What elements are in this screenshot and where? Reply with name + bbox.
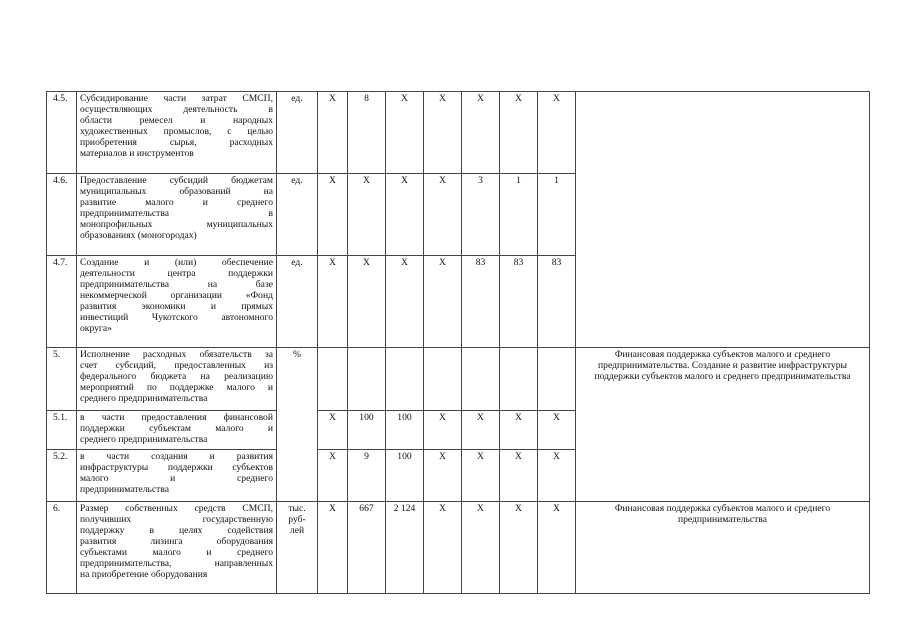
value-cell: Х — [424, 450, 462, 502]
value-cell: Х — [318, 92, 348, 174]
value-cell: 1 — [500, 174, 538, 256]
row-unit: ед. — [277, 92, 318, 174]
value-cell — [348, 348, 386, 411]
indicators-table — [46, 91, 870, 594]
value-cell: 9 — [348, 450, 386, 502]
row-number: 5. — [47, 348, 77, 411]
row-unit: тыс. руб- лей — [277, 502, 318, 594]
value-cell: Х — [424, 256, 462, 348]
value-cell: Х — [318, 450, 348, 502]
value-cell: Х — [462, 450, 500, 502]
value-cell: 100 — [386, 450, 424, 502]
value-cell — [500, 348, 538, 411]
row-description: в части предоставления финансовой поддержки субъектам малого и среднего предпринимательства — [77, 411, 277, 450]
value-cell: Х — [500, 502, 538, 594]
value-cell: Х — [500, 411, 538, 450]
value-cell: 83 — [538, 256, 576, 348]
row-unit: % — [277, 348, 318, 502]
value-cell: Х — [348, 256, 386, 348]
value-cell: Х — [424, 174, 462, 256]
table-row — [47, 348, 870, 411]
value-cell: Х — [500, 450, 538, 502]
value-cell — [424, 348, 462, 411]
value-cell — [538, 348, 576, 411]
row-description: Создание и (или) обеспечение деятельности центра поддержки предпринимательства на базе некоммерческой организации «Фонд развития экономики и прямых инвестиций Чукотского автономного округа» — [77, 256, 277, 348]
row-description: Исполнение расходных обязательств за счет субсидий, предоставленных из федерального бюджета на реализацию мероприятий по поддержке малого и среднего предпринимательства — [77, 348, 277, 411]
note-cell: Финансовая поддержка субъектов малого и среднего предпринимательства. Создание и развитие инфраструктуры поддержки субъектов малого и среднего предпринимательства — [576, 348, 870, 502]
row-description: Предоставление субсидий бюджетам муниципальных образований на развитие малого и среднего предпринимательства в монопрофильных муниципальных образованиях (моногородах) — [77, 174, 277, 256]
value-cell: 100 — [386, 411, 424, 450]
value-cell: Х — [538, 92, 576, 174]
value-cell: Х — [318, 256, 348, 348]
value-cell: Х — [348, 174, 386, 256]
table-row — [47, 502, 870, 594]
value-cell: 83 — [462, 256, 500, 348]
row-number: 5.2. — [47, 450, 77, 502]
value-cell: 8 — [348, 92, 386, 174]
value-cell: Х — [386, 174, 424, 256]
value-cell: 667 — [348, 502, 386, 594]
value-cell: Х — [318, 502, 348, 594]
value-cell: Х — [424, 411, 462, 450]
value-cell: Х — [500, 92, 538, 174]
row-number: 6. — [47, 502, 77, 594]
row-number: 4.6. — [47, 174, 77, 256]
value-cell: 83 — [500, 256, 538, 348]
value-cell: Х — [462, 502, 500, 594]
row-number: 4.7. — [47, 256, 77, 348]
value-cell — [386, 348, 424, 411]
value-cell: Х — [386, 92, 424, 174]
value-cell: Х — [538, 450, 576, 502]
value-cell: Х — [462, 92, 500, 174]
value-cell — [462, 348, 500, 411]
value-cell: 100 — [348, 411, 386, 450]
value-cell: 2 124 — [386, 502, 424, 594]
value-cell: 3 — [462, 174, 500, 256]
value-cell: Х — [462, 411, 500, 450]
row-description: в части создания и развития инфраструктуры поддержки субъектов малого и среднего предпринимательства — [77, 450, 277, 502]
value-cell: 1 — [538, 174, 576, 256]
value-cell: Х — [318, 411, 348, 450]
table-row — [47, 92, 870, 174]
value-cell: Х — [424, 92, 462, 174]
note-cell: Финансовая поддержка субъектов малого и среднего предпринимательства — [576, 502, 870, 594]
value-cell: Х — [386, 256, 424, 348]
value-cell — [318, 348, 348, 411]
notes-cell-empty — [576, 92, 870, 348]
row-number: 5.1. — [47, 411, 77, 450]
row-number: 4.5. — [47, 92, 77, 174]
value-cell: Х — [538, 411, 576, 450]
row-unit: ед. — [277, 256, 318, 348]
row-description: Размер собственных средств СМСП, получивших государственную поддержку в целях содействия развития лизинга оборудования субъектами малого и среднего предпринимательства, направленных на приобретение оборудования — [77, 502, 277, 594]
row-unit: ед. — [277, 174, 318, 256]
value-cell: Х — [538, 502, 576, 594]
value-cell: Х — [318, 174, 348, 256]
row-description: Субсидирование части затрат СМСП, осуществляющих деятельность в области ремесел и народных художественных промыслов, с целью приобретения сырья, расходных материалов и инструментов — [77, 92, 277, 174]
value-cell: Х — [424, 502, 462, 594]
